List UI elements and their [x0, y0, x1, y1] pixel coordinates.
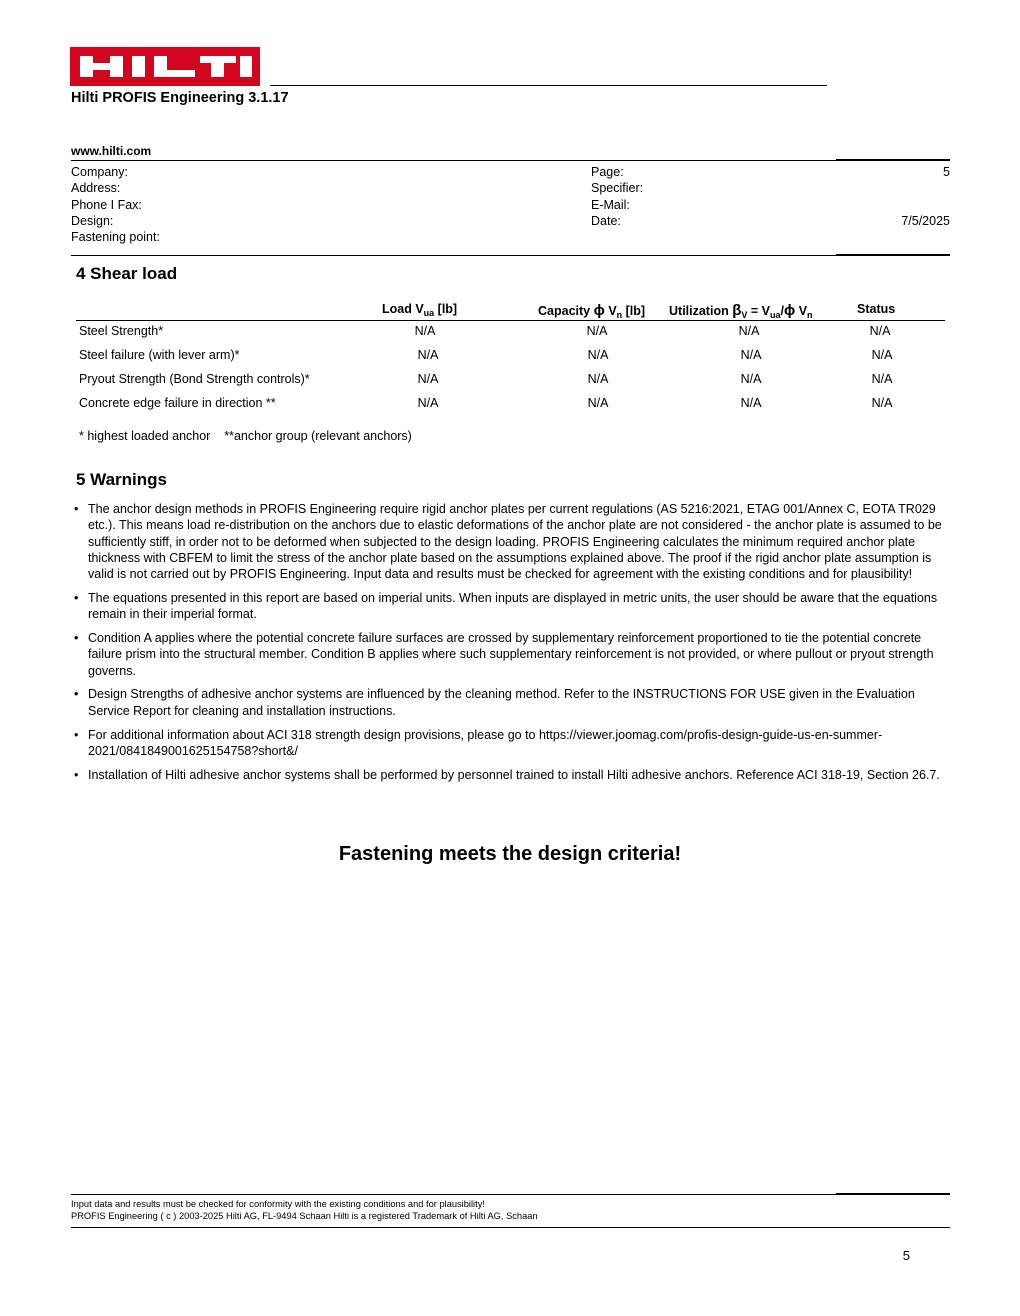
- warnings-list: [71, 501, 951, 790]
- logo-underline: [270, 85, 827, 86]
- footer-top-accent: [836, 1193, 950, 1195]
- table-cell-capacity: N/A: [587, 396, 609, 410]
- table-row-label: Steel Strength*: [79, 324, 164, 338]
- website-link[interactable]: www.hilti.com: [71, 144, 152, 158]
- date-label: Date:: [591, 213, 621, 228]
- design-conclusion: Fastening meets the design criteria!: [338, 843, 682, 865]
- table-cell-utilization: N/A: [740, 348, 762, 362]
- footer-top-rule: [71, 1194, 950, 1195]
- app-title: Hilti PROFIS Engineering 3.1.17: [71, 90, 289, 106]
- table-row-label: Pryout Strength (Bond Strength controls)*: [79, 372, 310, 386]
- table-cell-load: N/A: [414, 324, 436, 338]
- table-row-label: Concrete edge failure in direction **: [79, 396, 276, 410]
- table-cell-utilization: N/A: [740, 372, 762, 386]
- header-bottom-accent: [836, 254, 950, 256]
- table-cell-status: N/A: [869, 324, 891, 338]
- hilti-logo: [70, 47, 260, 86]
- col-header-utilization: Utilization $\beta_V = V_{ua}/\phi$ $V_n$: [669, 302, 813, 320]
- col-header-status: Status: [857, 302, 896, 316]
- table-header-rule: [76, 320, 945, 321]
- table-cell-utilization: N/A: [740, 396, 762, 410]
- table-cell-status: N/A: [871, 396, 893, 410]
- table-cell-utilization: N/A: [738, 324, 760, 338]
- table-cell-status: N/A: [871, 348, 893, 362]
- table-footnote: * highest loaded anchor **anchor group (relevant anchors): [79, 429, 412, 443]
- date-value: 7/5/2025: [901, 213, 950, 228]
- table-row-label: Steel failure (with lever arm)*: [79, 348, 240, 362]
- table-cell-capacity: N/A: [586, 324, 608, 338]
- table-cell-capacity: N/A: [587, 348, 609, 362]
- table-cell-load: N/A: [417, 372, 439, 386]
- header-right-values: [850, 164, 950, 229]
- list-item: • The anchor design methods in PROFIS Engineering require rigid anchor plates per current regulations (AS 5216:2021, ETAG 001/Annex C, EOTA TR029 etc.). This means load re-distribution on the anchors due to elastic deformations of the anchor plate are not considered - the anchor plate is assumed to be sufficiently stiff, in order not to be deformed when subjected to the design loading. PROFIS Engineering calculates the minimum required anchor plate thickness with CBFEM to limit the stress of the anchor plate based on the assumptions explained above. The proof if the rigid anchor plate assumption is valid is not carried out by PROFIS Engineering. Input data and results must be checked for agreement with the existing conditions and for plausibility!: [74, 502, 942, 582]
- footer-disclaimer: Input data and results must be checked for conformity with the existing conditions and for plausibility!: [71, 1199, 485, 1209]
- header-top-accent: [836, 159, 950, 161]
- col-header-capacity: Capacity ϕ $V_n$ [lb]: [538, 302, 646, 320]
- header-top-rule: [71, 160, 950, 161]
- header-mid-labels: [591, 164, 643, 229]
- page-label: Page:: [591, 165, 624, 179]
- warnings-section-title: 5 Warnings: [76, 470, 167, 489]
- footer-copyright: PROFIS Engineering ( c ) 2003-2025 Hilti AG, FL-9494 Schaan Hilti is a registered Trademark of Hilti AG, Schaan: [71, 1211, 538, 1221]
- header-left-labels: [71, 164, 160, 245]
- phone-label: Phone I Fax:: [71, 197, 142, 212]
- table-cell-load: N/A: [417, 348, 439, 362]
- col-header-load: Load $V_{ua}$ [lb]: [382, 302, 458, 318]
- list-item: • Design Strengths of adhesive anchor systems are influenced by the cleaning method. Refer to the INSTRUCTIONS FOR USE given in the Evaluation Service Report for cleaning and installation instructions.: [74, 687, 915, 718]
- shear-section-title: 4 Shear load: [76, 264, 178, 283]
- list-item: • Installation of Hilti adhesive anchor systems shall be performed by personnel trained to install Hilti adhesive anchors. Reference ACI 318-19, Section 26.7.: [74, 767, 940, 782]
- company-label: Company:: [71, 165, 128, 179]
- list-item: • The equations presented in this report are based on imperial units. When inputs are displayed in metric units, the user should be aware that the equations remain in their imperial format.: [74, 590, 938, 622]
- table-cell-capacity: N/A: [587, 372, 609, 386]
- hilti-logo-lettering: [70, 47, 260, 86]
- email-label: E-Mail:: [591, 197, 630, 212]
- design-label: Design:: [71, 213, 114, 228]
- header-bottom-rule: [71, 255, 950, 256]
- address-label: Address:: [71, 181, 121, 196]
- table-cell-status: N/A: [871, 372, 893, 386]
- footer-bottom-rule: [71, 1227, 950, 1228]
- page-value: 5: [943, 165, 950, 179]
- specifier-label: Specifier:: [591, 181, 644, 196]
- list-item: • Condition A applies where the potential concrete failure surfaces are crossed by supplementary reinforcement proportioned to tie the potential concrete failure prism into the structural member. Condition B applies where such supplementary reinforcement is not provided, or where pullout or pryout strength governs.: [74, 631, 934, 678]
- table-cell-load: N/A: [417, 396, 439, 410]
- page-number: 5: [902, 1248, 910, 1263]
- list-item: • For additional information about ACI 318 strength design provisions, please go to https://viewer.joomag.com/profis-design-guide-us-en-summer-2021/0841849001625154758?short&/: [74, 727, 883, 758]
- fastening-label: Fastening point:: [71, 230, 160, 245]
